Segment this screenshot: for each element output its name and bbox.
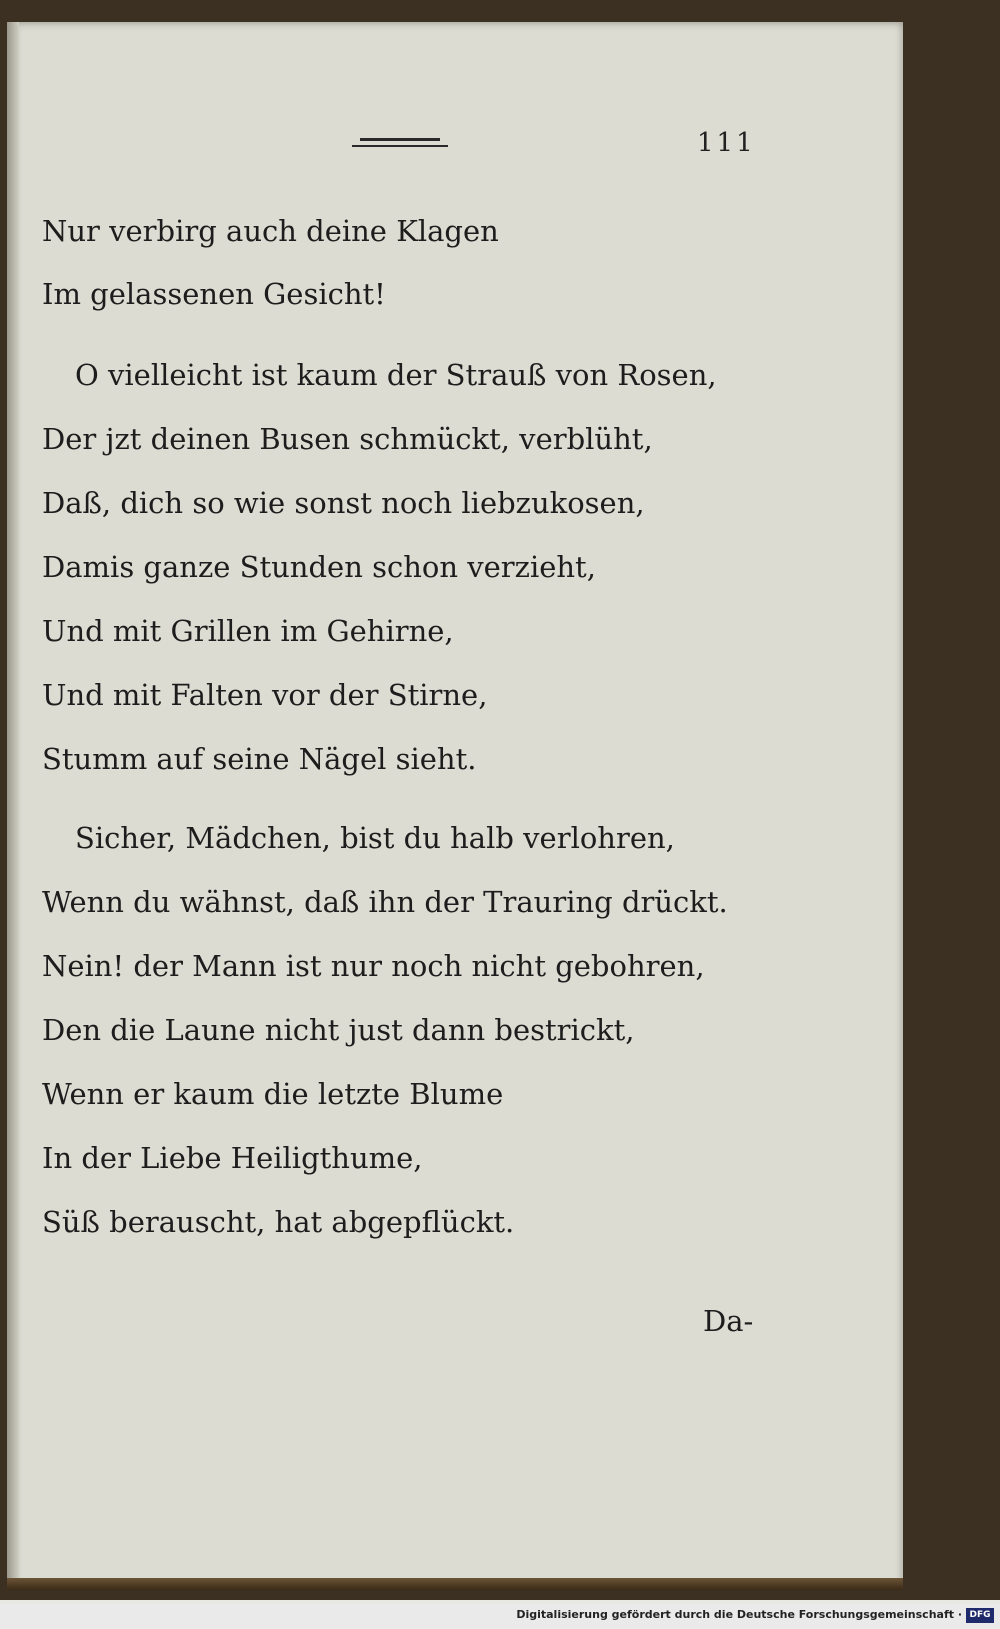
page-bottom-edge <box>7 1578 903 1590</box>
poem-line: O vielleicht ist kaum der Strauß von Rosen, <box>75 358 717 392</box>
page-binding-edge <box>7 22 19 1590</box>
footer-credit: Digitalisierung gefördert durch die Deutsche Forschungsgemeinschaft · <box>516 1608 962 1621</box>
poem-line: Im gelassenen Gesicht! <box>42 277 386 311</box>
dfg-logo: DFG <box>966 1608 994 1623</box>
poem-line: Und mit Falten vor der Stirne, <box>42 678 488 712</box>
poem-line: Sicher, Mädchen, bist du halb verlohren, <box>75 821 675 855</box>
poem-line: Wenn du wähnst, daß ihn der Trauring drückt. <box>42 885 728 919</box>
header-rule-thin <box>352 145 448 147</box>
book-page <box>7 22 903 1590</box>
poem-line: Nur verbirg auch deine Klagen <box>42 214 499 248</box>
poem-line: Damis ganze Stunden schon verzieht, <box>42 550 596 584</box>
page-number: 111 <box>697 128 756 158</box>
poem-line: Daß, dich so wie sonst noch liebzukosen, <box>42 486 645 520</box>
poem-line: Nein! der Mann ist nur noch nicht gebohren, <box>42 949 705 983</box>
poem-line: In der Liebe Heiligthume, <box>42 1141 423 1175</box>
footer-bar <box>0 1604 1000 1629</box>
poem-line: Stumm auf seine Nägel sieht. <box>42 742 477 776</box>
header-rule <box>352 138 448 148</box>
header-rule-thick <box>360 138 440 141</box>
poem-line: Und mit Grillen im Gehirne, <box>42 614 454 648</box>
poem-line: Den die Laune nicht just dann bestrickt, <box>42 1013 635 1047</box>
poem-line: Wenn er kaum die letzte Blume <box>42 1077 504 1111</box>
poem-line: Süß berauscht, hat abgepflückt. <box>42 1205 515 1239</box>
catchword: Da- <box>703 1304 754 1338</box>
poem-line: Der jzt deinen Busen schmückt, verblüht, <box>42 422 653 456</box>
